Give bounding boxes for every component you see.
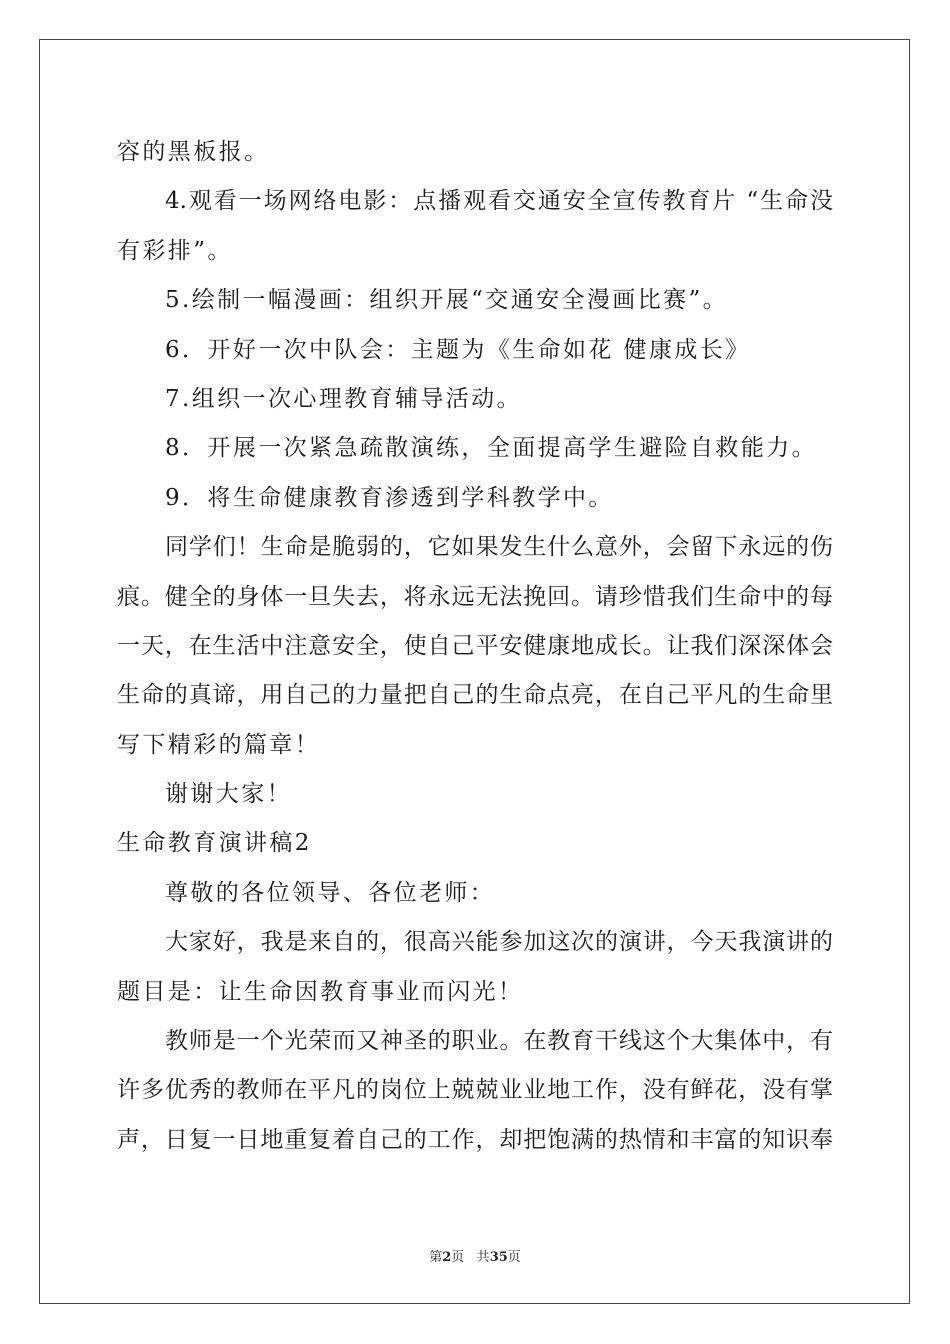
- footer-total-suffix: 页: [507, 1250, 521, 1265]
- text-line: 教师是一个光荣而又神圣的职业。在教育干线这个大集体中，有: [165, 1028, 833, 1055]
- text-line: 5.绘制一幅漫画：组织开展“交通安全漫画比赛”。: [165, 287, 729, 314]
- text-line: 4.观看一场网络电影：点播观看交通安全宣传教育片 “生命没: [165, 188, 833, 215]
- text-line: 题目是：让生命因教育事业而闪光！: [117, 978, 524, 1005]
- text-line: 6．开好一次中队会：主题为《生命如花 健康成长》: [165, 336, 751, 363]
- text-line: 谢谢大家！: [165, 781, 292, 808]
- text-line: 许多优秀的教师在平凡的岗位上兢兢业业地工作，没有鲜花，没有掌: [117, 1077, 833, 1104]
- text-line: 生命的真谛，用自己的力量把自己的生命点亮，在自己平凡的生命里: [117, 682, 833, 709]
- text-line: 大家好，我是来自的，很高兴能参加这次的演讲，今天我演讲的: [165, 929, 833, 956]
- footer-page-number: 2: [442, 1250, 452, 1265]
- text-line: 写下精彩的篇章！: [117, 731, 321, 758]
- footer-total-pages: 35: [489, 1250, 508, 1265]
- text-line: 尊敬的各位领导、各位老师：: [165, 879, 496, 906]
- text-line: 一天，在生活中注意安全，使自己平安健康地成长。让我们深深体会: [117, 632, 833, 659]
- text-line: 同学们！生命是脆弱的，它如果发生什么意外，会留下永远的伤: [165, 534, 833, 561]
- text-line: 有彩排”。: [117, 237, 233, 264]
- page-footer: [0, 1246, 950, 1265]
- text-line: 8．开展一次紧急疏散演练，全面提高学生避险自救能力。: [165, 435, 818, 462]
- footer-page-suffix: 页: [451, 1250, 465, 1265]
- text-line: 痕。健全的身体一旦失去，将永远无法挽回。请珍惜我们生命中的每: [117, 583, 833, 610]
- text-line: 容的黑板报。: [117, 139, 270, 165]
- text-line: 9．将生命健康教育渗透到学科教学中。: [165, 484, 614, 511]
- footer-total-prefix: 共: [476, 1250, 490, 1265]
- text-line: 声，日复一日地重复着自己的工作，却把饱满的热情和丰富的知识奉: [117, 1126, 833, 1153]
- section-heading: 生命教育演讲稿2: [117, 830, 312, 857]
- document-body: [117, 128, 833, 1165]
- text-line: 7.组织一次心理教育辅导活动。: [165, 385, 522, 412]
- footer-prefix: 第: [429, 1250, 443, 1265]
